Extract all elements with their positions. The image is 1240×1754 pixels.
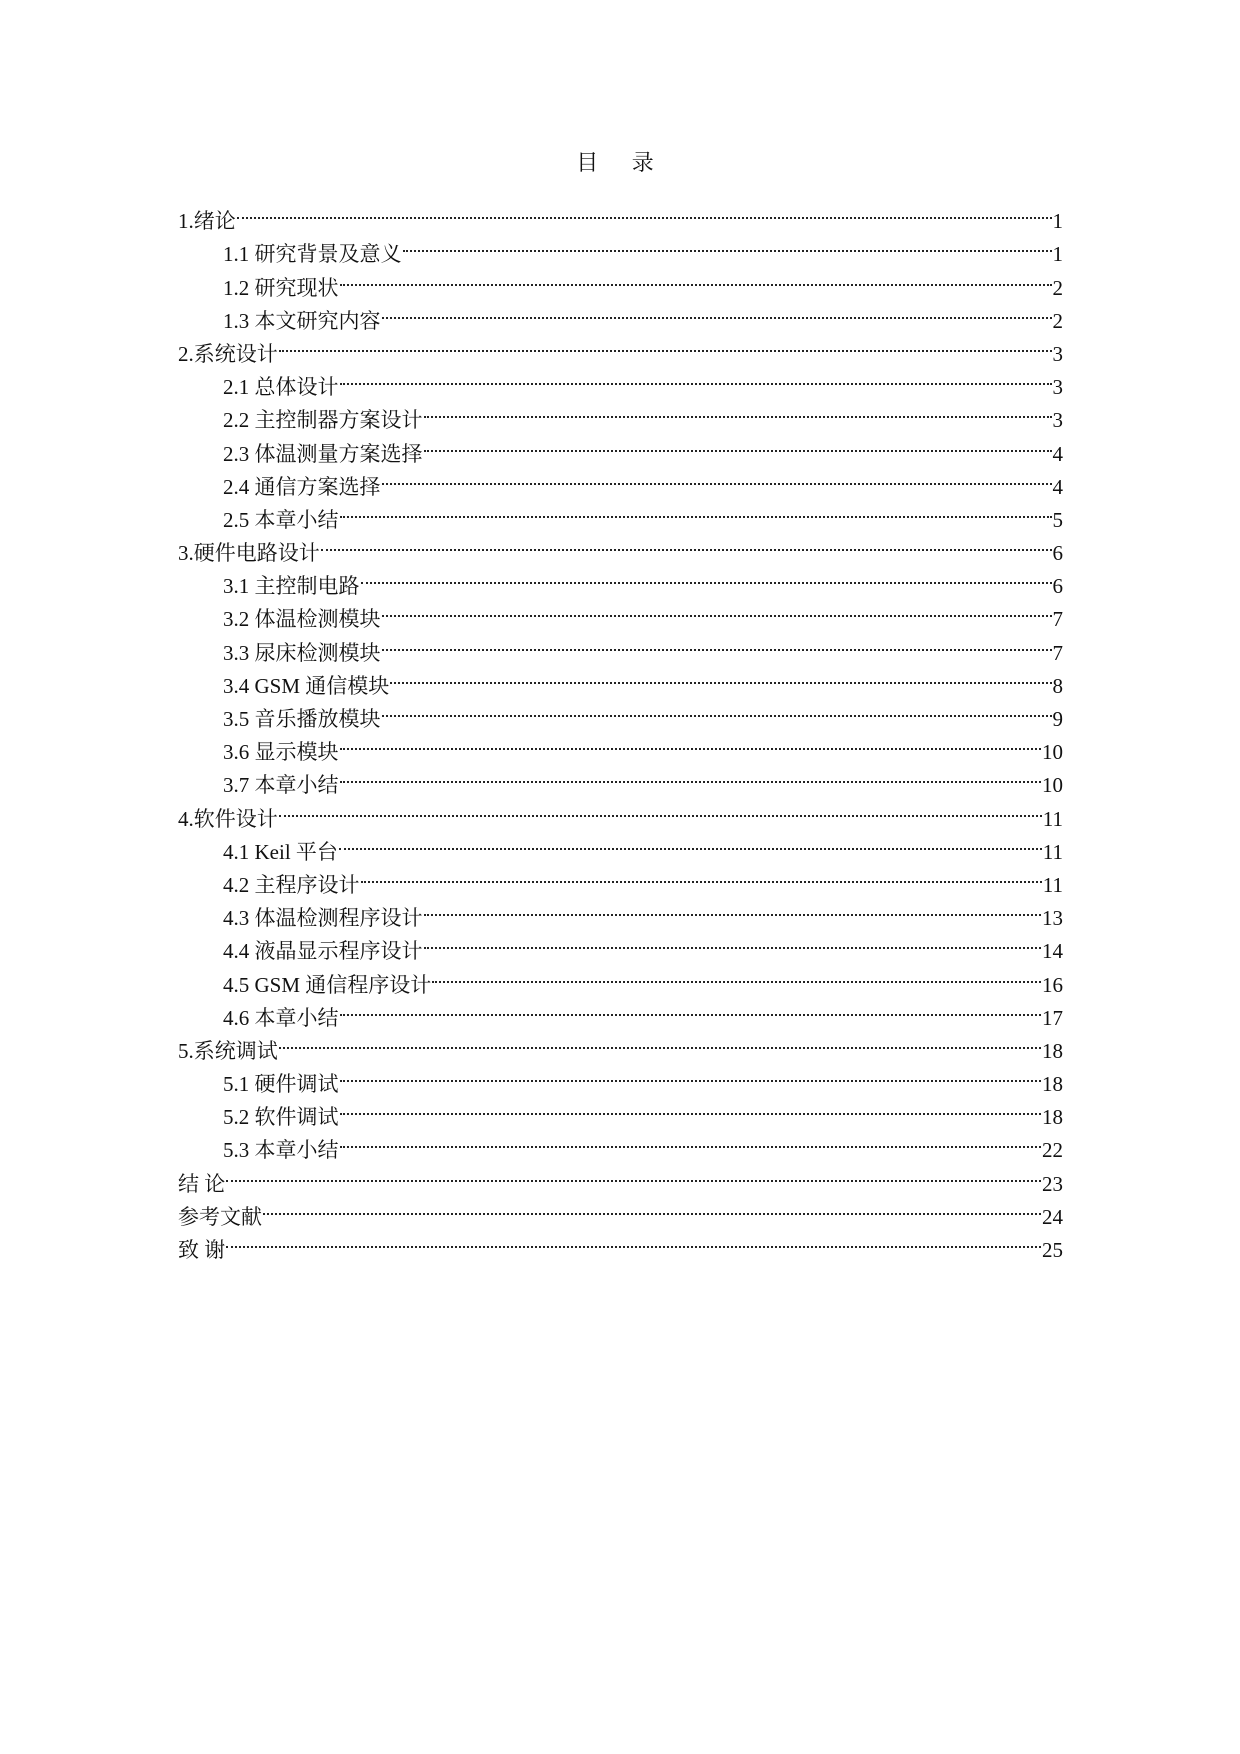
toc-entry-page-number: 3	[1052, 408, 1063, 433]
toc-entry-page-number: 3	[1052, 375, 1063, 400]
dot-leader	[237, 195, 1052, 228]
dot-leader	[361, 560, 1052, 593]
toc-entry[interactable]	[178, 1025, 1063, 1063]
toc-entry-label: 4.4 液晶显示程序设计	[223, 939, 423, 964]
toc-entry-page-number: 22	[1042, 1138, 1063, 1163]
toc-entry-label: 3.6 显示模块	[223, 740, 339, 765]
dot-leader	[279, 792, 1042, 825]
toc-entry-page-number: 1	[1052, 242, 1063, 267]
toc-entry-page-number: 11	[1042, 806, 1063, 831]
dot-leader	[340, 759, 1042, 792]
toc-entry-label: 4.5 GSM 通信程序设计	[223, 972, 432, 997]
toc-entry-page-number: 6	[1052, 574, 1063, 599]
toc-entry-label: 5.1 硬件调试	[223, 1072, 339, 1097]
toc-entry-page-number: 18	[1042, 1072, 1063, 1097]
dot-leader	[226, 1224, 1041, 1257]
toc-entry-page-number: 14	[1042, 939, 1063, 964]
toc-entry-label: 4.2 主程序设计	[223, 872, 360, 897]
toc-entry-page-number: 6	[1052, 541, 1063, 566]
toc-entry-label: 3.7 本章小结	[223, 773, 339, 798]
toc-entry-page-number: 4	[1052, 441, 1063, 466]
toc-entry[interactable]	[178, 792, 1063, 831]
toc-entry-page-number: 5	[1052, 507, 1063, 532]
toc-entry[interactable]	[178, 195, 1063, 234]
toc-entry-label: 4.软件设计	[178, 806, 278, 831]
toc-entry-label: 5.系统调试	[178, 1038, 278, 1063]
toc-entry[interactable]	[178, 1224, 1063, 1262]
toc-entry-page-number: 10	[1042, 773, 1063, 798]
toc-entry-page-number: 16	[1042, 972, 1063, 997]
toc-entry-label: 3.4 GSM 通信模块	[223, 673, 390, 698]
toc-entry-page-number: 10	[1042, 740, 1063, 765]
toc-entry-label: 致 谢	[178, 1238, 226, 1262]
toc-entry-label: 1.3 本文研究内容	[223, 308, 381, 333]
dot-leader	[424, 925, 1042, 958]
toc-entry-page-number: 18	[1042, 1105, 1063, 1130]
dot-leader	[382, 295, 1052, 328]
toc-entry[interactable]	[178, 1191, 1063, 1229]
toc-entry-page-number: 17	[1042, 1005, 1063, 1030]
toc-entry-label: 4.1 Keil 平台	[223, 839, 338, 864]
dot-leader	[340, 1124, 1042, 1157]
dot-leader	[403, 228, 1052, 261]
dot-leader	[382, 693, 1052, 726]
dot-leader	[279, 1025, 1041, 1058]
dot-leader	[432, 958, 1041, 991]
dot-leader	[390, 660, 1051, 693]
toc-entry-page-number: 7	[1052, 640, 1063, 665]
toc-entry-label: 1.1 研究背景及意义	[223, 242, 402, 267]
toc-entry-label: 3.硬件电路设计	[178, 541, 320, 566]
toc-entry-page-number: 3	[1052, 341, 1063, 366]
dot-leader	[340, 992, 1042, 1025]
dot-leader	[339, 826, 1042, 859]
toc-entry-label: 2.2 主控制器方案设计	[223, 408, 423, 433]
dot-leader	[340, 1091, 1042, 1124]
dot-leader	[340, 494, 1052, 527]
dot-leader	[279, 328, 1052, 361]
toc-entry-page-number: 2	[1052, 275, 1063, 300]
toc-entry-label: 2.4 通信方案选择	[223, 474, 381, 499]
dot-leader	[424, 427, 1052, 460]
toc-entry-page-number: 9	[1052, 707, 1063, 731]
toc-entry-page-number: 2	[1052, 308, 1063, 333]
toc-entry-page-number: 25	[1042, 1238, 1063, 1262]
dot-leader	[382, 626, 1052, 659]
toc-entry-label: 3.1 主控制电路	[223, 574, 360, 599]
toc-entry-page-number: 7	[1052, 607, 1063, 632]
dot-leader	[340, 1058, 1042, 1091]
toc-entry-label: 1.绪论	[178, 209, 236, 234]
dot-leader	[340, 361, 1052, 394]
dot-leader	[424, 394, 1052, 427]
toc-entry-label: 4.6 本章小结	[223, 1005, 339, 1030]
toc-entry[interactable]	[178, 361, 1063, 400]
toc-entry[interactable]	[178, 826, 1063, 864]
toc-entry-label: 5.3 本章小结	[223, 1138, 339, 1163]
toc-entry-page-number: 4	[1052, 474, 1063, 499]
toc-entry-label: 参考文献	[178, 1204, 262, 1229]
toc-entry-label: 2.3 体温测量方案选择	[223, 441, 423, 466]
toc-entry-page-number: 11	[1042, 872, 1063, 897]
toc-entry-label: 1.2 研究现状	[223, 275, 339, 300]
toc-entry[interactable]	[178, 228, 1063, 267]
toc-entry-label: 2.系统设计	[178, 341, 278, 366]
toc-entry-label: 3.2 体温检测模块	[223, 607, 381, 632]
dot-leader	[340, 261, 1052, 294]
table-of-contents	[178, 195, 1063, 1262]
toc-entry-label: 5.2 软件调试	[223, 1105, 339, 1130]
toc-entry-page-number: 1	[1052, 209, 1063, 234]
toc-entry-page-number: 24	[1042, 1204, 1063, 1229]
dot-leader	[382, 593, 1052, 626]
toc-entry[interactable]	[178, 1058, 1063, 1097]
toc-entry-page-number: 18	[1042, 1038, 1063, 1063]
toc-entry[interactable]	[178, 1157, 1063, 1196]
toc-entry-label: 结 论	[178, 1171, 226, 1196]
toc-entry-page-number: 11	[1042, 839, 1063, 864]
dot-leader	[382, 461, 1052, 494]
toc-title: 目 录	[576, 150, 668, 175]
dot-leader	[226, 1157, 1041, 1190]
toc-entry-label: 3.5 音乐播放模块	[223, 707, 381, 731]
toc-entry-page-number: 13	[1042, 906, 1063, 931]
dot-leader	[340, 726, 1042, 759]
dot-leader	[321, 527, 1052, 560]
toc-entry-label: 2.5 本章小结	[223, 507, 339, 532]
toc-entry-page-number: 23	[1042, 1171, 1063, 1196]
toc-entry-label: 3.3 尿床检测模块	[223, 640, 381, 665]
toc-entry-label: 2.1 总体设计	[223, 375, 339, 400]
toc-entry[interactable]	[178, 328, 1063, 366]
dot-leader	[263, 1191, 1041, 1224]
toc-entry-label: 4.3 体温检测程序设计	[223, 906, 423, 931]
dot-leader	[424, 892, 1042, 925]
dot-leader	[361, 859, 1042, 892]
toc-entry-page-number: 8	[1052, 673, 1063, 698]
